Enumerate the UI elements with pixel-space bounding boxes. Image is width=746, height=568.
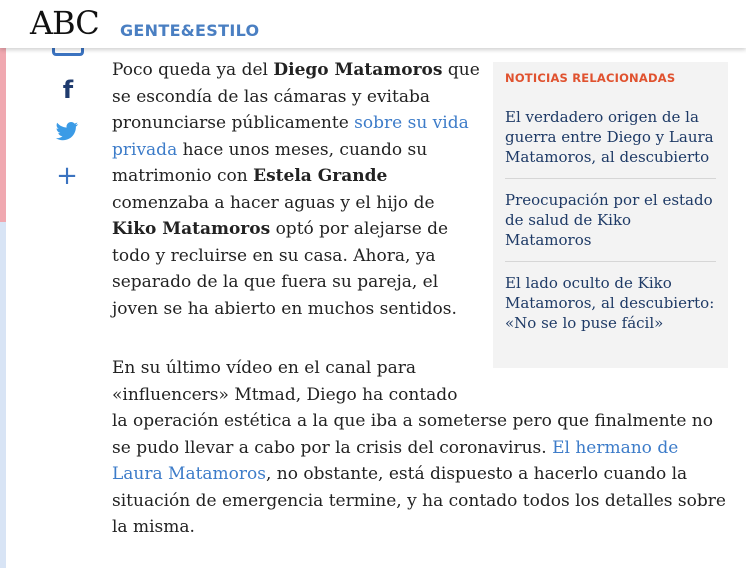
- related-news-item[interactable]: El verdadero origen de la guerra entre Diego y Laura Matamoros, al descubierto: [505, 108, 714, 166]
- related-news-item[interactable]: El lado oculto de Kiko Matamoros, al descubierto: «No se lo puse fácil»: [505, 274, 715, 332]
- person-name: Diego Matamoros: [273, 60, 443, 80]
- article-paragraph-start: En su último vídeo en el canal para «influencers» Mtmad, Diego ha contado: [112, 358, 458, 405]
- abc-logo[interactable]: ABC: [30, 4, 99, 42]
- facebook-icon[interactable]: f: [62, 76, 74, 104]
- related-news-title: NOTICIAS RELACIONADAS: [505, 71, 676, 85]
- divider: [505, 178, 716, 179]
- plus-icon[interactable]: +: [56, 161, 78, 191]
- article-link[interactable]: El hermano de Laura Matamoros: [112, 437, 679, 484]
- article-paragraph: la operación estética a la que iba a someterse pero que finalmente no se pudo llevar a cabo por la crisis del coronavirus. El hermano de Laura Matamoros, no obstante, está dispuesto a hacerlo cuando la situación de emergencia termine, y ha contado todos los detalles sobre la misma.: [112, 411, 726, 537]
- site-header: [0, 0, 746, 48]
- person-name: Estela Grande: [253, 166, 388, 186]
- left-edge-strip: [0, 48, 6, 222]
- section-link[interactable]: GENTE&ESTILO: [120, 21, 260, 40]
- article-paragraph: Poco queda ya del Diego Matamoros que se escondía de las cámaras y evitaba pronunciarse públicamente sobre su vida privada hace unos meses, cuando su matrimonio con Estela Grande comenzaba a hacer aguas y el hijo de Kiko Matamoros optó por alejarse de todo y recluirse en su casa. Ahora, ya separado de la que fuera su pareja, el joven se ha abierto en muchos sentidos.: [112, 60, 480, 319]
- twitter-icon[interactable]: [55, 122, 79, 142]
- related-news-item[interactable]: Preocupación por el estado de salud de Kiko Matamoros: [505, 191, 713, 249]
- related-news-box: [493, 62, 728, 368]
- person-name: Kiko Matamoros: [112, 219, 271, 239]
- article-link[interactable]: sobre su vida privada: [112, 113, 469, 160]
- left-edge-strip-lower: [0, 222, 6, 568]
- divider: [505, 261, 716, 262]
